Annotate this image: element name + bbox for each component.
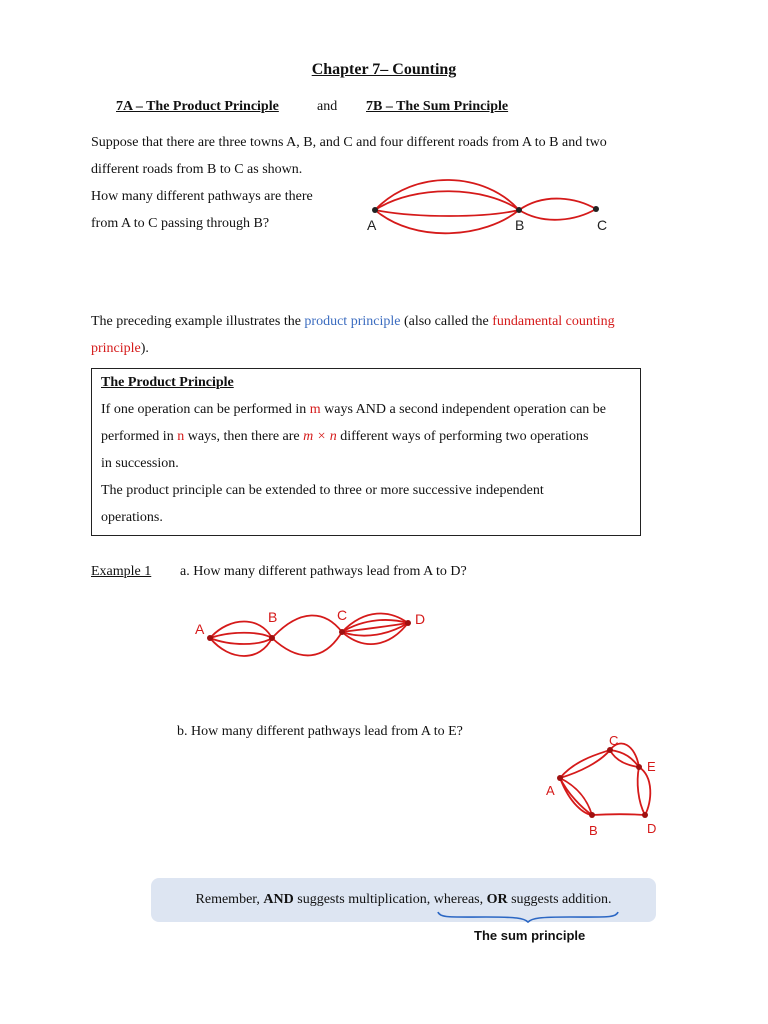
intro-paragraph: Suppose that there are three towns A, B, and C and four different roads from A to B and two different roads from B to C as shown. How many different pathways are there from A to C passing through B? [91, 135, 607, 231]
svg-text:B: B [268, 609, 278, 625]
label-a: A [367, 217, 377, 233]
figure-towns-abcde [540, 732, 670, 844]
example-label: Example 1 [91, 564, 152, 579]
label-c: C [597, 217, 608, 233]
svg-text:A: A [546, 783, 555, 798]
svg-text:A: A [195, 621, 205, 637]
road-bc-1 [519, 199, 596, 210]
svg-text:B: B [589, 823, 598, 838]
illustrates-paragraph: The preceding example illustrates the product principle (also called the fundamental counting principle). [91, 314, 615, 356]
product-principle-box: The Product Principle If one operation can be performed in m ways AND a second independent operation can be performed in n ways, then there are m × n different ways of performing two operations in succession. The product principle can be extended to three or more successive independent operations. [91, 368, 641, 536]
node-a [372, 207, 378, 213]
road-ab-1 [375, 180, 519, 210]
brace-icon [436, 910, 620, 924]
figure-towns-abcd [190, 604, 440, 669]
formula: m × n [303, 429, 337, 444]
label-b: B [515, 217, 525, 233]
term-product-principle: product principle [304, 314, 401, 329]
term-fundamental-counting: fundamental counting [492, 314, 615, 329]
section-and: and [317, 99, 338, 114]
section-heading-7a: 7A – The Product Principle [116, 99, 279, 114]
section-heading-7b: 7B – The Sum Principle [366, 99, 509, 114]
page-title: Chapter 7– Counting [311, 61, 457, 78]
road-ab-3 [375, 210, 519, 216]
node-c [593, 206, 599, 212]
svg-text:D: D [415, 611, 426, 627]
sum-principle-label: The sum principle [474, 928, 586, 943]
road-bc-2 [519, 209, 596, 220]
svg-text:C: C [609, 733, 619, 748]
question-a: a. How many different pathways lead from A to D? [180, 564, 467, 579]
svg-text:C: C [337, 607, 348, 623]
figure-towns-abc [355, 172, 625, 237]
svg-text:E: E [647, 759, 656, 774]
node-b [516, 207, 522, 213]
question-b: b. How many different pathways lead from A to E? [177, 724, 463, 739]
svg-text:D: D [647, 821, 657, 836]
remember-note: Remember, AND suggests multiplication, whereas, OR suggests addition. [151, 878, 656, 922]
box-heading: The Product Principle [101, 375, 234, 390]
